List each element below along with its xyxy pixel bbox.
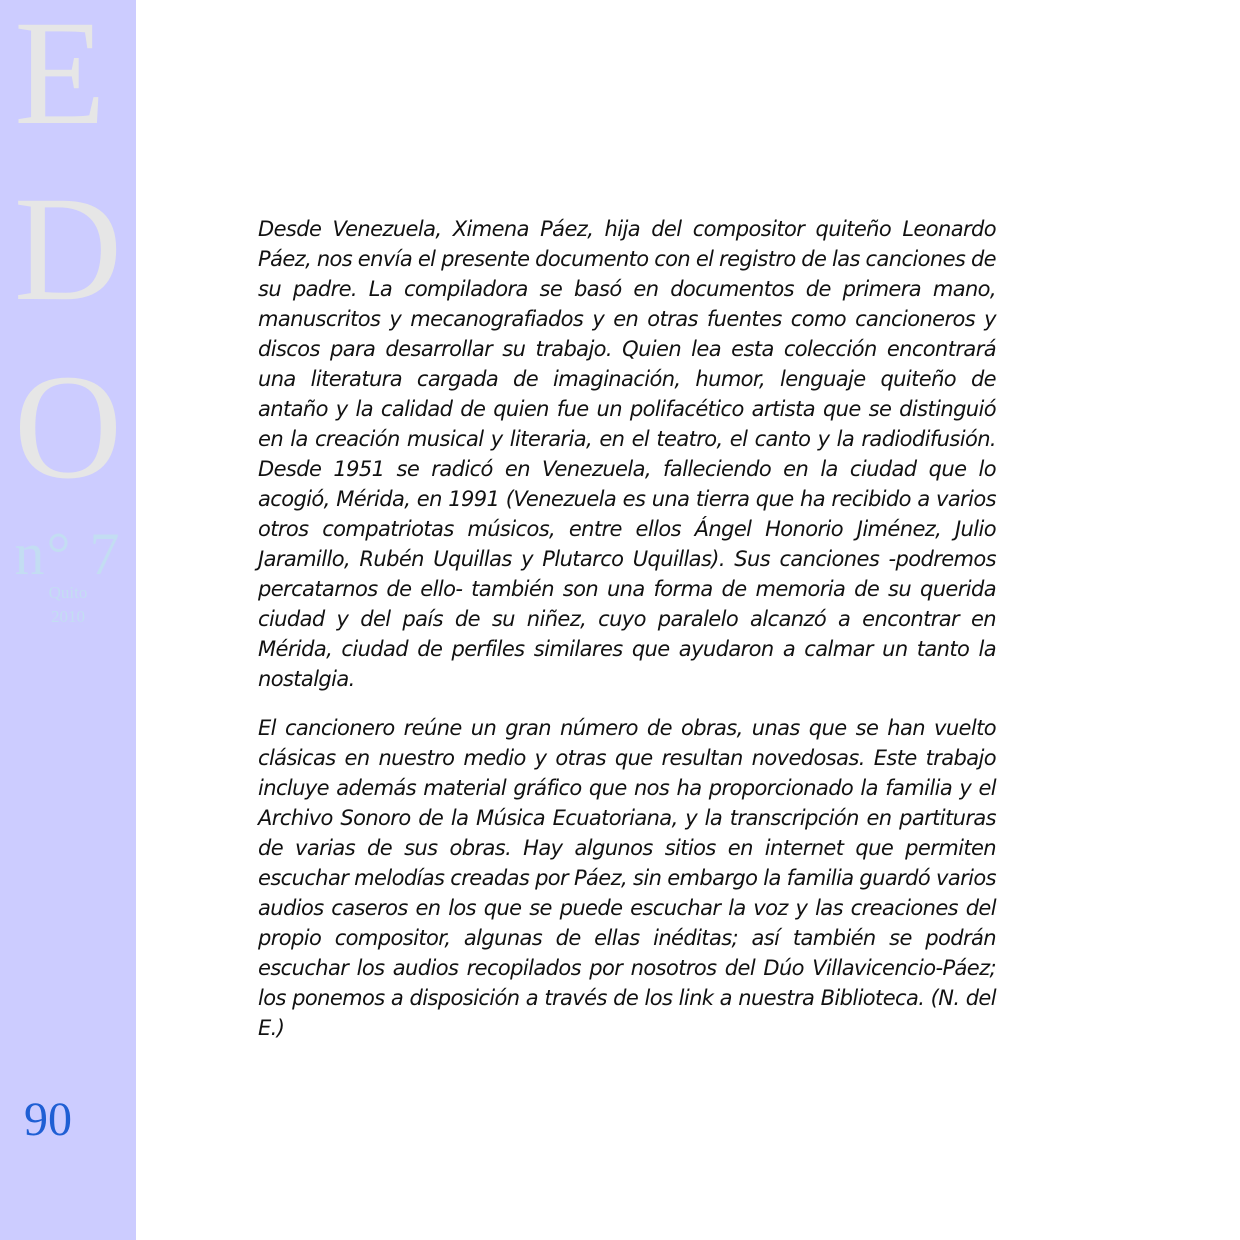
page-number: 90 bbox=[24, 1093, 72, 1146]
article-body bbox=[258, 214, 996, 1043]
issue-number: n° 7 bbox=[14, 521, 122, 587]
masthead-letter-o: O bbox=[13, 344, 123, 510]
sidebar-band bbox=[0, 0, 136, 1240]
article-paragraph-1: Desde Venezuela, Ximena Páez, hija del compositor quiteño Leonardo Páez, nos envía el presente documento con el registro de las canciones de su padre. La compiladora se basó en documentos de primera mano, manuscritos y mecanografiados y en otras fuentes como cancioneros y discos para desarrollar su trabajo. Quien lea esta colección encontrará una literatura cargada de imaginación, humor, lenguaje quiteño de antaño y la calidad de quien fue un polifacético artista que se distinguió en la creación musical y literaria, en el teatro, el canto y la radiodifusión. Desde 1951 se radicó en Venezuela, falleciendo en la ciudad que lo acogió, Mérida, en 1991 (Venezuela es una tierra que ha recibido a varios otros compatriotas músicos, entre ellos Ángel Honorio Jiménez, Julio Jaramillo, Rubén Uquillas y Plutarco Uquillas). Sus canciones -podremos percatarnos de ello- también son una forma de memoria de su querida ciudad y del país de su niñez, cuyo paralelo alcanzó a encontrar en Mérida, ciudad de perfiles similares que ayudaron a calmar un tanto la nostalgia. bbox=[258, 217, 996, 691]
masthead-letter-e: E bbox=[14, 0, 106, 156]
article-paragraph-2: El cancionero reúne un gran número de obras, unas que se han vuelto clásicas en nuestro medio y otras que resultan novedosas. Este trabajo incluye además material gráfico que nos ha proporcionado la familia y el Archivo Sonoro de la Música Ecuatoriana, y la transcripción en partituras de varias de sus obras. Hay algunos sitios en internet que permiten escuchar melodías creadas por Páez, sin embargo la familia guardó varios audios caseros en los que se puede escuchar la voz y las creaciones del propio compositor, algunas de ellas inéditas; así también se podrán escuchar los audios recopilados por nosotros del Dúo Villavicencio-Páez; los ponemos a disposición a través de los link a nuestra Biblioteca. (N. del E.) bbox=[258, 716, 996, 1040]
masthead-letter-d: D bbox=[13, 166, 123, 332]
issue-year: 2010 bbox=[51, 607, 85, 626]
issue-city: Quito bbox=[48, 583, 88, 602]
